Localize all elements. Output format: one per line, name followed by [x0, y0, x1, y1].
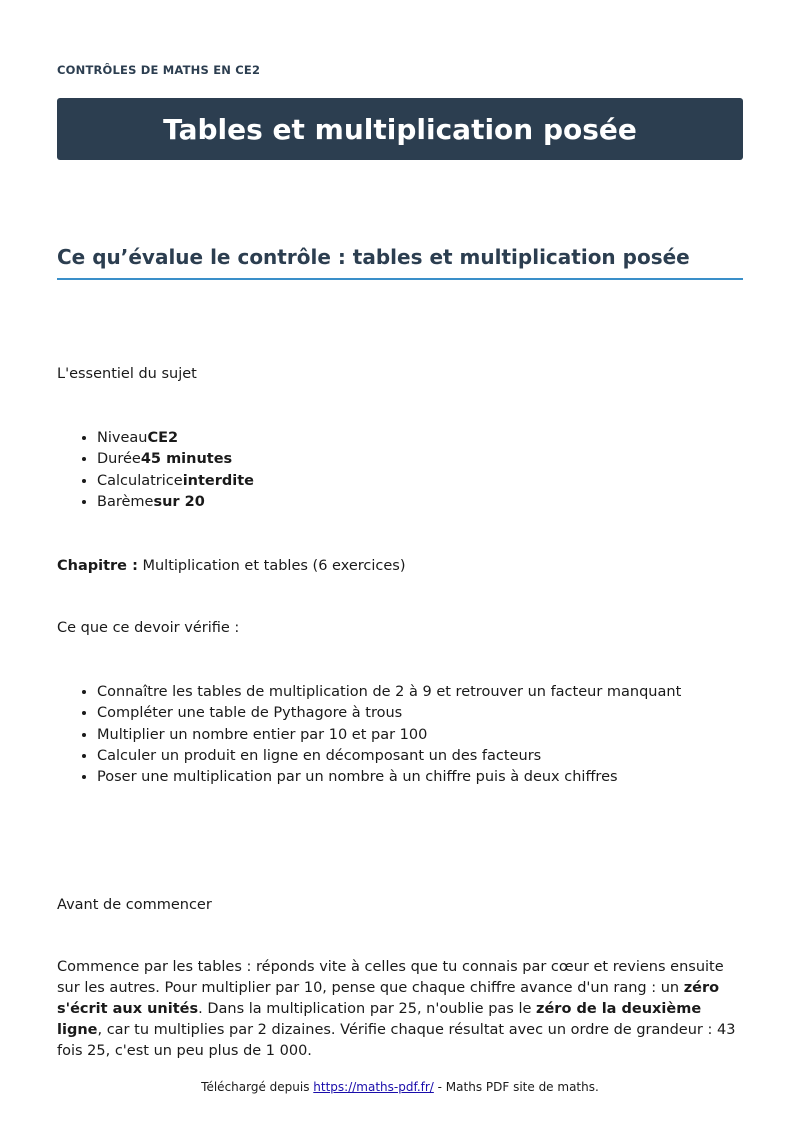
chapitre-line	[57, 556, 406, 577]
essentiel-heading: L'essentiel du sujet	[57, 366, 197, 382]
document-kicker: CONTRÔLES DE MATHS EN CE2	[57, 63, 261, 77]
footer-link[interactable]: https://maths-pdf.fr/	[313, 1080, 434, 1094]
list-item: • Connaître les tables de multiplication de 2 à 9 et retrouver un facteur manquant	[97, 682, 681, 703]
list-item: • Compléter une table de Pythagore à trous	[97, 703, 681, 724]
title-banner	[57, 98, 743, 160]
list-item: • Poser une multiplication par un nombre à un chiffre puis à deux chiffres	[97, 767, 681, 788]
essentiel-list	[57, 428, 254, 513]
avant-paragraph: Commence par les tables : réponds vite à celles que tu connais par cœur et reviens ensuite sur les autres. Pour multiplier par 10, pense que chaque chiffre avance d'un rang : un zéro s'écrit aux unités. Dans la multiplication par 25, n'oublie pas le zéro de la deuxième ligne, car tu multiplies par 2 dizaines. Vérifie chaque résultat avec un ordre de grandeur : 43 fois 25, c'est un peu plus de 1 000.	[57, 959, 736, 1059]
chapitre-value: Multiplication et tables (6 exercices)	[137, 558, 406, 574]
verifie-heading: Ce que ce devoir vérifie :	[57, 620, 240, 636]
list-item: • Calculatriceinterdite	[97, 471, 254, 492]
avant-heading: Avant de commencer	[57, 897, 212, 913]
list-item: • Calculer un produit en ligne en décomposant un des facteurs	[97, 746, 681, 767]
list-item: • Barèmesur 20	[97, 492, 254, 513]
section-title: Ce qu’évalue le contrôle : tables et multiplication posée	[57, 245, 743, 280]
list-item: • NiveauCE2	[97, 428, 254, 449]
list-item: • Multiplier un nombre entier par 10 et par 100	[97, 725, 681, 746]
footer-prefix: Téléchargé depuis	[201, 1080, 314, 1094]
verifie-list	[57, 682, 681, 788]
footer	[0, 1080, 800, 1094]
footer-suffix: - Maths PDF site de maths.	[433, 1080, 599, 1094]
chapitre-label: Chapitre :	[57, 558, 138, 574]
list-item: • Durée45 minutes	[97, 449, 254, 470]
page-title: Tables et multiplication posée	[163, 112, 637, 146]
